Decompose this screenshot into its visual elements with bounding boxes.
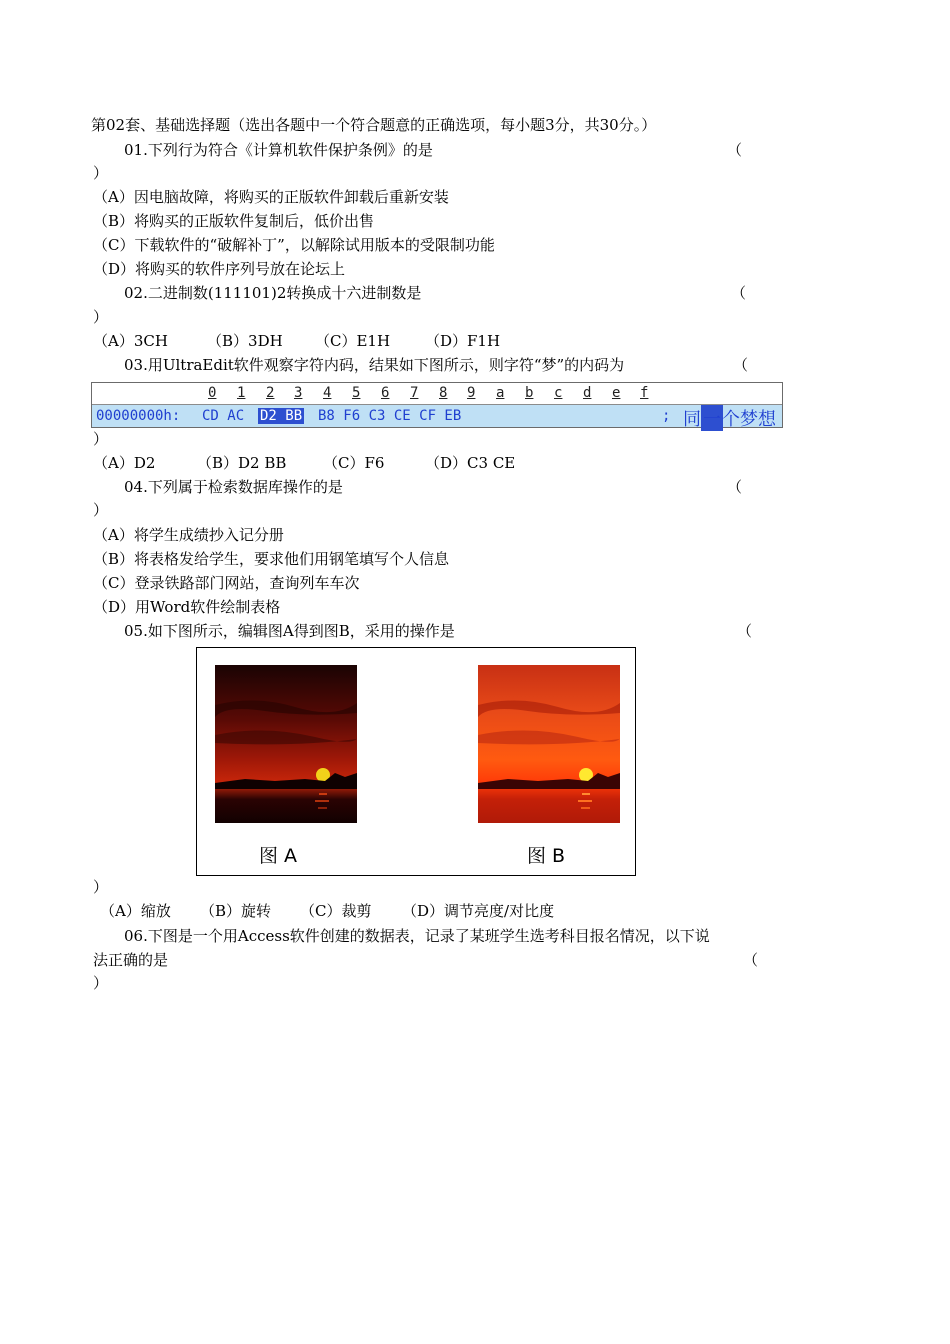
answer-paren-open: （ — [727, 141, 743, 159]
answer-paren-open: （ — [727, 478, 743, 496]
answer-paren-close: ） — [93, 430, 109, 448]
hex-col-9: 9 — [467, 385, 476, 401]
hex-col-5: 5 — [352, 385, 361, 401]
hex-column-header — [92, 383, 782, 405]
q1-option-a: （A）因电脑故障，将购买的正版软件卸载后重新安装 — [93, 188, 449, 206]
hex-data-row — [92, 405, 782, 430]
hex-col-7: 7 — [410, 385, 419, 401]
q5-option-a: （A）缩放 — [100, 902, 171, 920]
q2-option-a: （A）3CH — [93, 332, 168, 350]
answer-paren-open: （ — [737, 622, 753, 640]
answer-paren-close: ） — [93, 974, 109, 992]
hex-col-0: 0 — [208, 385, 217, 401]
q3-option-a: （A）D2 — [93, 454, 156, 472]
q1-option-c: （C）下载软件的“破解补丁”，以解除试用版本的受限制功能 — [93, 236, 495, 254]
answer-paren-close: ） — [93, 878, 109, 896]
sunset-figure — [196, 647, 636, 876]
answer-paren-close: ） — [93, 308, 109, 326]
hex-text-after: 个梦想 — [722, 409, 776, 430]
q2-stem: 02.二进制数(111101)2转换成十六进制数是 — [124, 284, 422, 302]
q4-option-c: （C）登录铁路部门网站，查询列车车次 — [93, 574, 360, 592]
q1-stem: 01.下列行为符合《计算机软件保护条例》的是 — [124, 141, 433, 159]
hex-col-4: 4 — [323, 385, 332, 401]
hex-text-selected: 一 — [701, 405, 723, 431]
q4-option-d: （D）用Word软件绘制表格 — [93, 598, 281, 616]
q3-option-b: （B）D2 BB — [197, 454, 287, 472]
q4-stem: 04.下列属于检索数据库操作的是 — [124, 478, 343, 496]
hex-separator: ; — [662, 408, 671, 424]
hex-text-before: 同 — [683, 409, 701, 430]
q2-option-c: （C）E1H — [315, 332, 391, 350]
answer-paren-close: ） — [93, 164, 109, 182]
hex-col-2: 2 — [266, 385, 275, 401]
q1-option-b: （B）将购买的正版软件复制后，低价出售 — [93, 212, 375, 230]
answer-paren-open: （ — [743, 951, 759, 969]
q3-stem: 03.用UltraEdit软件观察字符内码，结果如下图所示，则字符“梦”的内码为 — [124, 356, 625, 374]
q1-option-d: （D）将购买的软件序列号放在论坛上 — [93, 260, 346, 278]
q6-stem-line1: 06.下图是一个用Access软件创建的数据表，记录了某班学生选考科目报名情况，以下说 — [124, 927, 710, 945]
q4-option-b: （B）将表格发给学生，要求他们用钢笔填写个人信息 — [93, 550, 450, 568]
q5-option-d: （D）调节亮度/对比度 — [402, 902, 555, 920]
sunset-photo-a — [215, 665, 357, 823]
answer-paren-close: ） — [93, 501, 109, 519]
answer-paren-open: （ — [733, 356, 749, 374]
q3-option-d: （D）C3 CE — [425, 454, 516, 472]
answer-paren-open: （ — [731, 284, 747, 302]
q2-option-b: （B）3DH — [207, 332, 283, 350]
hex-col-8: 8 — [439, 385, 448, 401]
hex-col-1: 1 — [237, 385, 246, 401]
q2-option-d: （D）F1H — [425, 332, 501, 350]
hex-col-e: e — [612, 385, 621, 401]
hex-bytes-selected: D2 BB — [260, 408, 303, 424]
hex-col-6: 6 — [381, 385, 390, 401]
caption-a: 图 A — [259, 845, 298, 867]
hex-offset: 00000000h: — [96, 408, 181, 424]
hex-col-d: d — [583, 385, 592, 401]
q4-option-a: （A）将学生成绩抄入记分册 — [93, 526, 284, 544]
sunset-photo-b — [478, 665, 620, 823]
q5-stem: 05.如下图所示，编辑图A得到图B，采用的操作是 — [124, 622, 455, 640]
q5-option-b: （B）旋转 — [200, 902, 272, 920]
hex-col-c: c — [554, 385, 563, 401]
hex-bytes-after: B8 F6 C3 CE CF EB — [318, 408, 462, 424]
hex-bytes-before: CD AC — [202, 408, 245, 424]
hex-col-3: 3 — [294, 385, 303, 401]
section-header: 第02套、基础选择题（选出各题中一个符合题意的正确选项，每小题3分，共30分。） — [91, 116, 657, 134]
q6-stem-line2: 法正确的是 — [93, 951, 169, 969]
hex-col-b: b — [525, 385, 534, 401]
q3-option-c: （C）F6 — [323, 454, 385, 472]
caption-b: 图 B — [527, 845, 566, 867]
hex-col-f: f — [640, 385, 649, 401]
q5-option-c: （C）裁剪 — [300, 902, 372, 920]
hex-col-a: a — [496, 385, 505, 401]
hex-editor-strip — [91, 382, 783, 428]
